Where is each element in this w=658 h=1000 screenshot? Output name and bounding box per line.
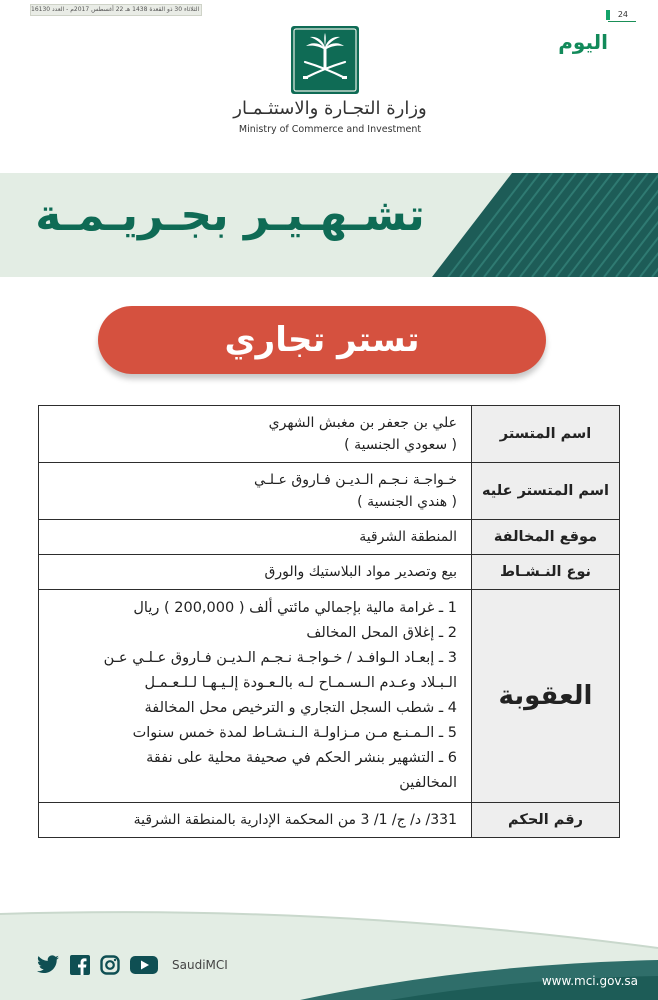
table-row-activity [39,555,620,590]
newspaper-name: اليوم [558,30,608,54]
row-label: موقع المخالفة [472,520,620,555]
social-links [36,952,228,978]
youtube-icon[interactable] [130,955,158,975]
list-item: المخالفين [399,775,457,791]
issue-info-bar [30,4,202,16]
issue-line: الثلاثاء 30 ذو القعدة 1438 هـ 22 أغسطس 2017م - العدد 16130 [31,6,200,13]
table-row-location [39,520,620,555]
crime-type-text: تستر تجاري [224,320,420,360]
row-value [39,590,472,803]
covered-person-name: خـواجـة نـجـم الـديـن فـاروق عـلـي [254,472,457,488]
list-item: 6 ـ التشهير بنشر الحكم في صحيفة محلية على نفقة [146,750,457,766]
violation-location: المنطقة الشرقية [359,529,457,545]
row-value [39,555,472,590]
list-item: الـبـلاد وعـدم الـسـمـاح لـه بالـعـودة إلـيـهـا لـلـعـمـل [144,675,457,691]
covered-person-nationality: ( هندي الجنسية ) [357,494,457,510]
table-row-violator [39,406,620,463]
penalty-list [49,596,457,796]
row-label: اسم المتستر عليه [472,463,620,520]
list-item: 5 ـ الـمـنـع مـن مـزاولـة الـنـشـاط لمدة خمس سنوات [132,725,457,741]
violator-nationality: ( سعودي الجنسية ) [344,437,457,453]
penalty-label: العقوبة [472,590,620,803]
list-item: 3 ـ إبعـاد الـوافـد / خـواجـة نـجـم الـديـن فـاروق عـلـي عـن [103,650,457,666]
row-value [39,803,472,838]
page-number: 24 [617,10,628,19]
row-value [39,520,472,555]
row-value [39,406,472,463]
instagram-icon[interactable] [100,955,120,975]
facebook-icon[interactable] [70,955,90,975]
violator-name: علي بن جعفر بن مغبش الشهري [268,415,457,431]
row-label: اسم المتستر [472,406,620,463]
table-row-covered-person [39,463,620,520]
table-row-verdict [39,803,620,838]
headline-title: تشـهـيـر بجـريـمـة [35,190,425,241]
verdict-label: رقم الحكم [472,803,620,838]
twitter-icon[interactable] [36,955,60,975]
list-item: 4 ـ شطب السجل التجاري و الترخيص محل المخالفة [144,700,457,716]
ministry-name-english: Ministry of Commerce and Investment [238,124,422,135]
activity-type: بيع وتصدير مواد البلاستيك والورق [264,564,457,580]
ministry-name-arabic: وزارة التجـارة والاستثـمـار [233,98,427,119]
verdict-number: 331/ د/ ج/ 1/ 3 من المحكمة الإدارية بالمنطقة الشرقية [133,812,457,828]
table-row-penalty [39,590,620,803]
newspaper-logo [548,8,608,52]
row-value [39,463,472,520]
list-item: 2 ـ إغلاق المحل المخالف [306,625,457,641]
flag-icon [606,10,610,20]
social-handle[interactable]: SaudiMCI [172,958,228,972]
website-link[interactable]: www.mci.gov.sa [541,974,638,988]
list-item: 1 ـ غرامة مالية بإجمالي مائتي ألف ( 200,000 ) ريال [133,600,457,616]
row-label: نوع النـشـاط [472,555,620,590]
ministry-emblem-icon [289,24,361,96]
case-details-table [38,405,620,838]
page-rule-divider [608,21,636,22]
